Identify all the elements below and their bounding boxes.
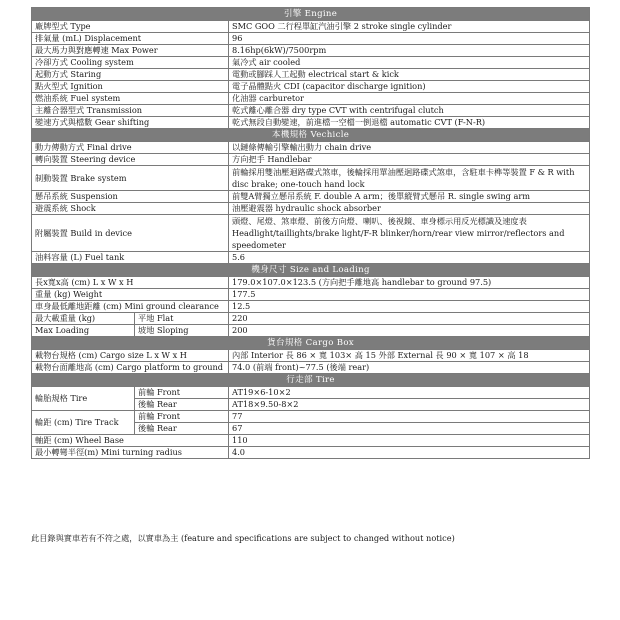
section-title: 貨台規格 Cargo Box xyxy=(32,337,590,350)
spec-value: 77 xyxy=(229,411,590,423)
spec-row xyxy=(32,387,590,399)
section-title: 引擎 Engine xyxy=(32,8,590,21)
spec-label: Max Loading xyxy=(32,325,135,337)
spec-row xyxy=(32,45,590,57)
section-tire xyxy=(32,374,590,387)
spec-value: 12.5 xyxy=(229,301,590,313)
spec-row xyxy=(32,313,590,325)
spec-label: 軸距 (cm) Wheel Base xyxy=(32,435,229,447)
spec-row xyxy=(32,81,590,93)
spec-label: 變速方式與檔數 Gear shifting xyxy=(32,117,229,129)
spec-row xyxy=(32,252,590,264)
section-title: 本機規格 Vechicle xyxy=(32,129,590,142)
spec-value: 220 xyxy=(229,313,590,325)
spec-value: 油壓避震器 hydraulic shock absorber xyxy=(229,203,590,215)
spec-label: 懸吊系統 Suspension xyxy=(32,191,229,203)
spec-label: 長x寬x高 (cm) L x W x H xyxy=(32,277,229,289)
spec-label: 冷卻方式 Cooling system xyxy=(32,57,229,69)
spec-row xyxy=(32,33,590,45)
spec-value: 乾式無段自動變速，前進檔一空檔一倒退檔 automatic CVT (F-N-R) xyxy=(229,117,590,129)
spec-value: 電子晶體點火 CDI (capacitor discharge ignition) xyxy=(229,81,590,93)
spec-value: 177.5 xyxy=(229,289,590,301)
spec-row xyxy=(32,325,590,337)
spec-value: 前雙A臂獨立懸吊系統 F. double A arm；後單縱臂式懸吊 R. single swing arm xyxy=(229,191,590,203)
spec-label: 最大載重量 (kg) xyxy=(32,313,135,325)
spec-value: 方向把手 Handlebar xyxy=(229,154,590,166)
spec-label: 轉向裝置 Steering device xyxy=(32,154,229,166)
spec-row xyxy=(32,447,590,459)
spec-sublabel: 平地 Flat xyxy=(135,313,229,325)
spec-row xyxy=(32,301,590,313)
spec-row xyxy=(32,289,590,301)
spec-row xyxy=(32,105,590,117)
spec-row xyxy=(32,93,590,105)
spec-value: 頭燈、尾燈、煞車燈、前後方向燈、喇叭、後視鏡、車身標示用反光標識及速度表 Headlight/taillights/brake light/F-R blinker/horn/rear view mirror/reflectors and speedometer xyxy=(229,215,590,252)
spec-row xyxy=(32,142,590,154)
spec-label: 載物台面離地高 (cm) Cargo platform to ground xyxy=(32,362,229,374)
spec-value: 前輪採用雙油壓迴路碟式煞車，後輪採用單油壓迴路碟式煞車，含駐車卡榫等裝置 F & R with disc brake; one-touch hand lock xyxy=(229,166,590,191)
section-title: 機身尺寸 Size and Loading xyxy=(32,264,590,277)
spec-sublabel: 前輪 Front xyxy=(135,411,229,423)
spec-value: 氣冷式 air cooled xyxy=(229,57,590,69)
spec-value: 110 xyxy=(229,435,590,447)
spec-label: 動力傳動方式 Final drive xyxy=(32,142,229,154)
spec-row xyxy=(32,350,590,362)
spec-value: 乾式離心離合器 dry type CVT with centrifugal clutch xyxy=(229,105,590,117)
spec-label: 油料容量 (L) Fuel tank xyxy=(32,252,229,264)
spec-label: 最小轉彎半徑(m) Mini turning radius xyxy=(32,447,229,459)
spec-value: 179.0×107.0×123.5 (方向把手離地高 handlebar to ground 97.5) xyxy=(229,277,590,289)
spec-value: 內部 Interior 長 86 × 寬 103× 高 15 外部 External 長 90 × 寬 107 × 高 18 xyxy=(229,350,590,362)
spec-label: 制動裝置 Brake system xyxy=(32,166,229,191)
spec-row xyxy=(32,362,590,374)
spec-value: 以鏈條傳輸引擎輸出動力 chain drive xyxy=(229,142,590,154)
spec-row xyxy=(32,69,590,81)
section-title: 行走部 Tire xyxy=(32,374,590,387)
spec-label: 廠牌型式 Type xyxy=(32,21,229,33)
spec-label: 車身最低離地距離 (cm) Mini ground clearance xyxy=(32,301,229,313)
spec-value: 5.6 xyxy=(229,252,590,264)
spec-value: 200 xyxy=(229,325,590,337)
spec-row xyxy=(32,166,590,191)
spec-value: 8.16hp(6kW)/7500rpm xyxy=(229,45,590,57)
spec-value: 67 xyxy=(229,423,590,435)
spec-sublabel: 後輪 Rear xyxy=(135,423,229,435)
spec-value: AT19×6-10×2 xyxy=(229,387,590,399)
spec-label: 重量 (kg) Weight xyxy=(32,289,229,301)
section-vehicle xyxy=(32,129,590,142)
spec-label: 附屬裝置 Build in device xyxy=(32,215,229,252)
section-cargo xyxy=(32,337,590,350)
section-engine xyxy=(32,8,590,21)
spec-value: 化油器 carburetor xyxy=(229,93,590,105)
spec-label: 避震系統 Shock xyxy=(32,203,229,215)
spec-value: SMC GOO 二行程單缸汽油引擎 2 stroke single cylinder xyxy=(229,21,590,33)
spec-label: 燃油系統 Fuel system xyxy=(32,93,229,105)
disclaimer-note: 此目錄與實車若有不符之處，以實車為主 (feature and specifications are subject to changed without notice) xyxy=(31,533,455,543)
spec-label: 輪距 (cm) Tire Track xyxy=(32,411,135,435)
spec-sheet xyxy=(31,7,589,459)
spec-table xyxy=(31,7,590,459)
spec-label: 最大馬力與對應轉速 Max Power xyxy=(32,45,229,57)
spec-label: 排氣量 (mL) Displacement xyxy=(32,33,229,45)
spec-row xyxy=(32,277,590,289)
spec-row xyxy=(32,435,590,447)
spec-row xyxy=(32,411,590,423)
spec-value: 電動或腳踩人工起動 electrical start & kick xyxy=(229,69,590,81)
spec-label: 點火型式 Ignition xyxy=(32,81,229,93)
spec-label: 主離合器型式 Transmission xyxy=(32,105,229,117)
spec-value: AT18×9.50-8×2 xyxy=(229,399,590,411)
spec-sublabel: 後輪 Rear xyxy=(135,399,229,411)
spec-sublabel: 坡地 Sloping xyxy=(135,325,229,337)
spec-row xyxy=(32,117,590,129)
spec-row xyxy=(32,154,590,166)
spec-label: 起動方式 Staring xyxy=(32,69,229,81)
spec-row xyxy=(32,191,590,203)
spec-label: 輪胎規格 Tire xyxy=(32,387,135,411)
spec-row xyxy=(32,203,590,215)
spec-sublabel: 前輪 Front xyxy=(135,387,229,399)
spec-value: 4.0 xyxy=(229,447,590,459)
section-size xyxy=(32,264,590,277)
spec-value: 74.0 (前端 front)~77.5 (後端 rear) xyxy=(229,362,590,374)
spec-label: 載物台規格 (cm) Cargo size L x W x H xyxy=(32,350,229,362)
spec-row xyxy=(32,21,590,33)
spec-value: 96 xyxy=(229,33,590,45)
spec-row xyxy=(32,215,590,252)
spec-row xyxy=(32,57,590,69)
